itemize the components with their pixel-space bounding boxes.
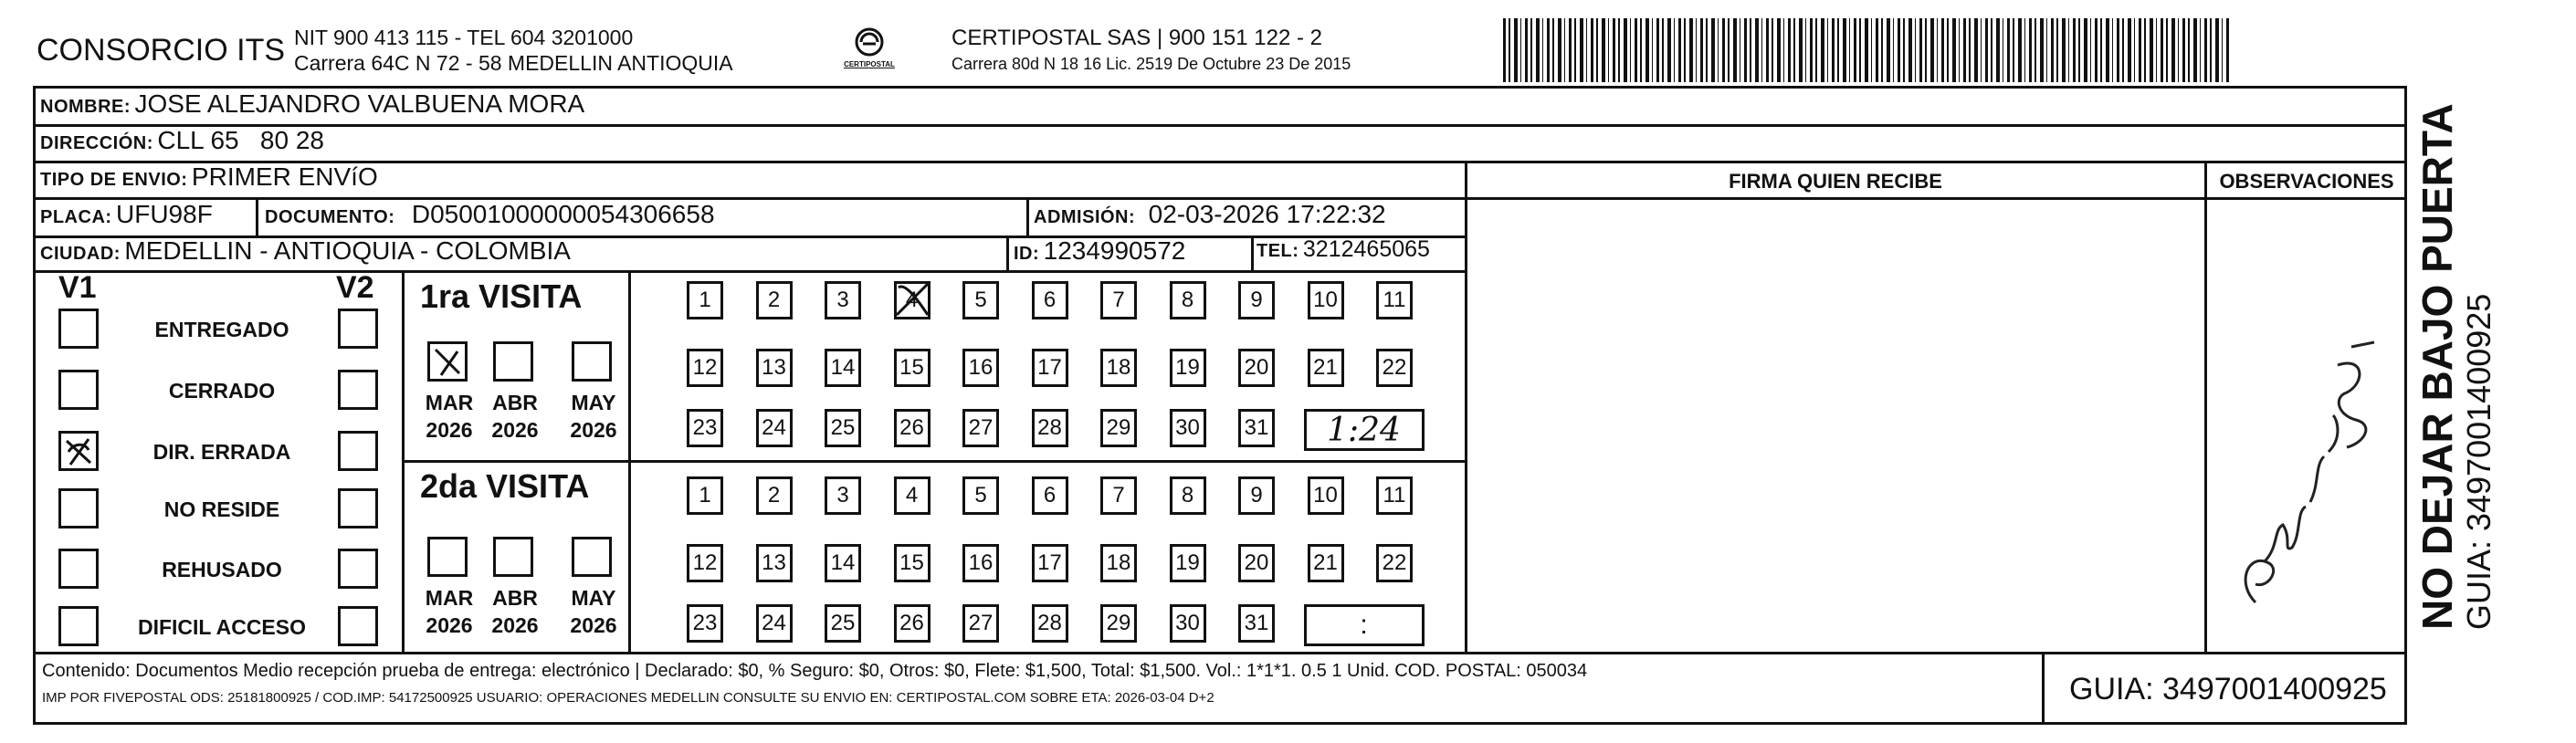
day-label: 16 bbox=[968, 550, 994, 575]
day-label: 26 bbox=[899, 611, 924, 635]
id-cell bbox=[1014, 236, 1185, 266]
status-label: REHUSADO bbox=[162, 558, 282, 581]
day-label: 15 bbox=[899, 550, 924, 575]
tel-label: TEL: bbox=[1256, 241, 1299, 261]
day-box[interactable] bbox=[1376, 349, 1413, 387]
day-label: 2 bbox=[767, 288, 781, 312]
day-label: 7 bbox=[1112, 288, 1125, 312]
observation-handwriting bbox=[2228, 329, 2392, 621]
carrier-license: Carrera 80d N 18 16 Lic. 2519 De Octubre 23 De 2015 bbox=[952, 55, 1351, 73]
status-label: NO RESIDE bbox=[163, 497, 280, 521]
day-label: 20 bbox=[1244, 550, 1269, 575]
day-box[interactable] bbox=[687, 409, 723, 447]
day-box[interactable] bbox=[756, 604, 793, 643]
day-label: 25 bbox=[830, 611, 856, 635]
year-label: 2026 bbox=[491, 418, 539, 442]
day-label: 3 bbox=[836, 483, 849, 508]
day-label: 12 bbox=[692, 355, 718, 380]
ciudad-cell bbox=[40, 236, 571, 266]
day-label: 2 bbox=[767, 483, 781, 508]
admision-cell bbox=[1034, 200, 1386, 229]
day-box[interactable] bbox=[1032, 281, 1068, 319]
status-label: DIFICIL ACCESO bbox=[137, 615, 306, 639]
day-label: 10 bbox=[1313, 288, 1338, 312]
day-box[interactable] bbox=[1170, 604, 1206, 643]
month-label: ABR bbox=[492, 391, 538, 414]
v1-header: V1 bbox=[58, 270, 97, 305]
year-label: 2026 bbox=[570, 613, 617, 637]
day-label: 6 bbox=[1043, 483, 1057, 508]
year-label: 2026 bbox=[491, 613, 539, 637]
check-mark-icon bbox=[430, 344, 465, 379]
day-box[interactable] bbox=[1170, 476, 1206, 515]
footer-guia: GUIA: 3497001400925 bbox=[2069, 672, 2387, 706]
day-box[interactable] bbox=[1238, 349, 1275, 387]
day-box[interactable] bbox=[825, 604, 861, 643]
plate: UFU98F bbox=[116, 200, 213, 228]
status-label: ENTREGADO bbox=[154, 318, 289, 341]
nombre-label: NOMBRE: bbox=[40, 97, 131, 117]
day-label: 19 bbox=[1175, 355, 1200, 380]
day-label: 31 bbox=[1244, 415, 1269, 440]
id-label: ID: bbox=[1014, 244, 1040, 264]
recipient-name: JOSE ALEJANDRO VALBUENA MORA bbox=[134, 89, 585, 118]
day-label: 19 bbox=[1175, 550, 1200, 575]
observaciones-header: OBSERVACIONES bbox=[2219, 170, 2394, 193]
day-box[interactable] bbox=[1238, 476, 1275, 515]
barcode bbox=[1503, 18, 2229, 82]
v2-checkbox[interactable] bbox=[338, 549, 378, 589]
day-label: 29 bbox=[1106, 611, 1131, 635]
status-label: CERRADO bbox=[168, 379, 276, 403]
day-box[interactable] bbox=[962, 544, 999, 582]
day-box[interactable] bbox=[1170, 349, 1206, 387]
day-box[interactable] bbox=[1032, 409, 1068, 447]
day-box[interactable] bbox=[1238, 604, 1275, 643]
day-box[interactable] bbox=[1032, 476, 1068, 515]
time-box[interactable] bbox=[1304, 604, 1425, 646]
day-label: 9 bbox=[1250, 483, 1263, 508]
day-box[interactable] bbox=[1308, 281, 1344, 319]
tipo-label: TIPO DE ENVIO: bbox=[40, 170, 188, 190]
v1-checkbox[interactable] bbox=[58, 309, 99, 349]
day-label: 24 bbox=[762, 415, 786, 440]
day-label: 17 bbox=[1037, 355, 1062, 380]
day-label: 10 bbox=[1313, 483, 1338, 508]
day-label: 28 bbox=[1037, 611, 1062, 635]
day-label: 22 bbox=[1382, 355, 1407, 380]
day-box[interactable] bbox=[962, 604, 999, 643]
day-box[interactable] bbox=[894, 604, 931, 643]
day-label: 1 bbox=[699, 288, 711, 312]
v1-checkbox[interactable] bbox=[58, 488, 99, 528]
day-box[interactable] bbox=[687, 604, 723, 643]
day-box[interactable] bbox=[1170, 544, 1206, 582]
month-label: ABR bbox=[492, 586, 538, 610]
month-checkbox[interactable] bbox=[493, 341, 533, 382]
day-box[interactable] bbox=[825, 349, 861, 387]
check-mark-icon bbox=[893, 278, 933, 320]
day-box[interactable] bbox=[1376, 281, 1413, 319]
carrier-info: CERTIPOSTAL SAS | 900 151 122 - 2 bbox=[952, 26, 1322, 50]
visit1-title: 1ra VISITA bbox=[420, 277, 583, 315]
day-box[interactable] bbox=[1376, 544, 1413, 582]
day-label: 14 bbox=[830, 550, 856, 575]
day-label: 5 bbox=[974, 288, 987, 312]
day-box[interactable] bbox=[1376, 476, 1413, 515]
day-label: 24 bbox=[762, 611, 786, 635]
day-box[interactable] bbox=[1238, 281, 1275, 319]
day-box[interactable] bbox=[756, 281, 793, 319]
day-box[interactable] bbox=[687, 349, 723, 387]
document-number: D05001000000054306658 bbox=[411, 200, 715, 228]
day-box[interactable] bbox=[962, 409, 999, 447]
day-label: 27 bbox=[968, 611, 994, 635]
status-label: DIR. ERRADA bbox=[152, 440, 291, 464]
v2-checkbox[interactable] bbox=[338, 488, 378, 528]
day-label: 28 bbox=[1037, 415, 1062, 440]
check-mark-icon bbox=[61, 434, 96, 468]
day-box[interactable] bbox=[962, 349, 999, 387]
day-label: 30 bbox=[1175, 611, 1200, 635]
logo-text: CERTIPOSTAL bbox=[844, 60, 895, 68]
v1-checkbox[interactable] bbox=[58, 549, 99, 589]
day-label: 1 bbox=[699, 483, 711, 508]
day-label: 13 bbox=[762, 550, 786, 575]
day-label: 9 bbox=[1250, 288, 1263, 312]
id-number: 1234990572 bbox=[1043, 236, 1186, 265]
day-label: 7 bbox=[1112, 483, 1125, 508]
month-checkbox[interactable] bbox=[493, 537, 533, 577]
month-label: MAY bbox=[571, 391, 616, 414]
day-label: 22 bbox=[1382, 550, 1407, 575]
year-label: 2026 bbox=[426, 418, 473, 442]
certipostal-logo bbox=[833, 24, 906, 75]
placa-cell bbox=[40, 200, 213, 229]
month-checkbox[interactable] bbox=[572, 537, 612, 577]
year-label: 2026 bbox=[426, 613, 473, 637]
day-label: 23 bbox=[692, 415, 718, 440]
company-name: CONSORCIO ITS bbox=[37, 33, 286, 68]
year-label: 2026 bbox=[570, 418, 617, 442]
day-box[interactable] bbox=[687, 544, 723, 582]
ciudad-label: CIUDAD: bbox=[40, 244, 121, 264]
day-label: 25 bbox=[830, 415, 856, 440]
side-text bbox=[2414, 82, 2498, 630]
time-value: 1:24 bbox=[1327, 411, 1401, 449]
day-label: 4 bbox=[905, 288, 919, 312]
v2-checkbox[interactable] bbox=[338, 431, 378, 471]
day-box[interactable] bbox=[756, 544, 793, 582]
day-label: 16 bbox=[968, 355, 994, 380]
footer-print-info: IMP POR FIVEPOSTAL ODS: 25181800925 / COD.IMP: 54172500925 USUARIO: OPERACIONES MEDELLIN CONSULTE SU ENVIO EN: CERTIPOSTAL.COM SOBRE ETA: 2026-03-04 D+2 bbox=[42, 690, 1214, 706]
day-box[interactable] bbox=[687, 476, 723, 515]
day-box[interactable] bbox=[1100, 409, 1137, 447]
day-box[interactable] bbox=[756, 349, 793, 387]
day-box[interactable] bbox=[894, 476, 931, 515]
day-box[interactable] bbox=[825, 281, 861, 319]
visit2-title: 2da VISITA bbox=[420, 467, 590, 505]
day-label: 3 bbox=[836, 288, 849, 312]
direccion-label: DIRECCIÓN: bbox=[40, 133, 153, 153]
recipient-address: CLL 65 80 28 bbox=[157, 126, 324, 154]
side-guia: GUIA: 3497001400925 bbox=[2460, 293, 2497, 630]
day-label: 26 bbox=[899, 415, 924, 440]
v2-checkbox[interactable] bbox=[338, 309, 378, 349]
day-box[interactable] bbox=[894, 409, 931, 447]
direccion-row bbox=[40, 126, 324, 155]
time-box[interactable] bbox=[1304, 409, 1425, 451]
day-label: 21 bbox=[1313, 355, 1338, 380]
day-box[interactable] bbox=[1100, 281, 1137, 319]
documento-cell bbox=[265, 200, 715, 229]
day-label: 30 bbox=[1175, 415, 1200, 440]
day-label: 29 bbox=[1106, 415, 1131, 440]
day-label: 12 bbox=[692, 550, 718, 575]
day-label: 14 bbox=[830, 355, 856, 380]
nombre-row bbox=[40, 89, 584, 119]
v2-checkbox[interactable] bbox=[338, 370, 378, 410]
month-label: MAR bbox=[425, 586, 474, 610]
placa-label: PLACA: bbox=[40, 207, 112, 227]
v2-header: V2 bbox=[336, 270, 374, 305]
day-label: 23 bbox=[692, 611, 718, 635]
v2-checkbox[interactable] bbox=[338, 606, 378, 646]
shipment-type: PRIMER ENVíO bbox=[191, 162, 378, 191]
day-box[interactable] bbox=[1308, 349, 1344, 387]
day-box[interactable] bbox=[962, 476, 999, 515]
day-label: 13 bbox=[762, 355, 786, 380]
no-dejar-warning: NO DEJAR BAJO PUERTA bbox=[2413, 103, 2461, 630]
tipo-row bbox=[40, 162, 378, 192]
day-box[interactable] bbox=[1100, 349, 1137, 387]
day-box[interactable] bbox=[962, 281, 999, 319]
v1-checkbox[interactable] bbox=[58, 606, 99, 646]
day-box[interactable] bbox=[825, 476, 861, 515]
day-label: 6 bbox=[1043, 288, 1057, 312]
admission-date: 02-03-2026 17:22:32 bbox=[1148, 200, 1386, 228]
day-box[interactable] bbox=[1238, 544, 1275, 582]
day-box[interactable] bbox=[687, 281, 723, 319]
day-box[interactable] bbox=[894, 349, 931, 387]
day-label: 11 bbox=[1383, 483, 1406, 508]
day-box[interactable] bbox=[894, 544, 931, 582]
company-nit: NIT 900 413 115 - TEL 604 3201000 bbox=[294, 26, 634, 49]
day-box[interactable] bbox=[1308, 544, 1344, 582]
day-box[interactable] bbox=[825, 409, 861, 447]
day-label: 31 bbox=[1244, 611, 1269, 635]
admision-label: ADMISIÓN: bbox=[1034, 207, 1136, 227]
city: MEDELLIN - ANTIOQUIA - COLOMBIA bbox=[124, 236, 571, 265]
day-label: 8 bbox=[1181, 288, 1194, 312]
day-box[interactable] bbox=[756, 476, 793, 515]
day-label: 15 bbox=[899, 355, 924, 380]
day-label: 21 bbox=[1313, 550, 1338, 575]
day-label: 11 bbox=[1383, 288, 1406, 312]
company-address: Carrera 64C N 72 - 58 MEDELLIN ANTIOQUIA bbox=[294, 51, 733, 75]
day-box[interactable] bbox=[1100, 544, 1137, 582]
v1-checkbox[interactable] bbox=[58, 431, 99, 471]
time-value: : bbox=[1360, 610, 1368, 640]
day-box[interactable] bbox=[1170, 409, 1206, 447]
month-label: MAR bbox=[425, 391, 474, 414]
day-label: 18 bbox=[1106, 550, 1131, 575]
day-box[interactable] bbox=[756, 409, 793, 447]
month-checkbox[interactable] bbox=[572, 341, 612, 382]
firma-header: FIRMA QUIEN RECIBE bbox=[1729, 170, 1942, 193]
day-label: 27 bbox=[968, 415, 994, 440]
v1-checkbox[interactable] bbox=[58, 370, 99, 410]
day-box[interactable] bbox=[894, 281, 931, 319]
day-box[interactable] bbox=[1032, 349, 1068, 387]
day-box[interactable] bbox=[1032, 604, 1068, 643]
day-box[interactable] bbox=[1100, 604, 1137, 643]
day-box[interactable] bbox=[1032, 544, 1068, 582]
day-box[interactable] bbox=[1100, 476, 1137, 515]
tel-number: 3212465065 bbox=[1302, 236, 1430, 262]
documento-label: DOCUMENTO: bbox=[265, 207, 395, 227]
month-label: MAY bbox=[571, 586, 616, 610]
month-checkbox[interactable] bbox=[427, 341, 468, 382]
day-box[interactable] bbox=[1170, 281, 1206, 319]
day-label: 5 bbox=[974, 483, 987, 508]
day-label: 8 bbox=[1181, 483, 1194, 508]
day-label: 20 bbox=[1244, 355, 1269, 380]
footer-contents: Contenido: Documentos Medio recepción prueba de entrega: electrónico | Declarado: $0, % Seguro: $0, Otros: $0, Flete: $1,500, Total: $1,500. Vol.: 1*1*1. 0.5 1 Unid. COD. POSTAL: 050034 bbox=[42, 661, 1588, 681]
tel-cell bbox=[1256, 236, 1430, 263]
day-label: 18 bbox=[1106, 355, 1131, 380]
day-box[interactable] bbox=[825, 544, 861, 582]
day-label: 4 bbox=[905, 483, 919, 508]
day-box[interactable] bbox=[1308, 476, 1344, 515]
month-checkbox[interactable] bbox=[427, 537, 468, 577]
day-box[interactable] bbox=[1238, 409, 1275, 447]
day-label: 17 bbox=[1037, 550, 1062, 575]
